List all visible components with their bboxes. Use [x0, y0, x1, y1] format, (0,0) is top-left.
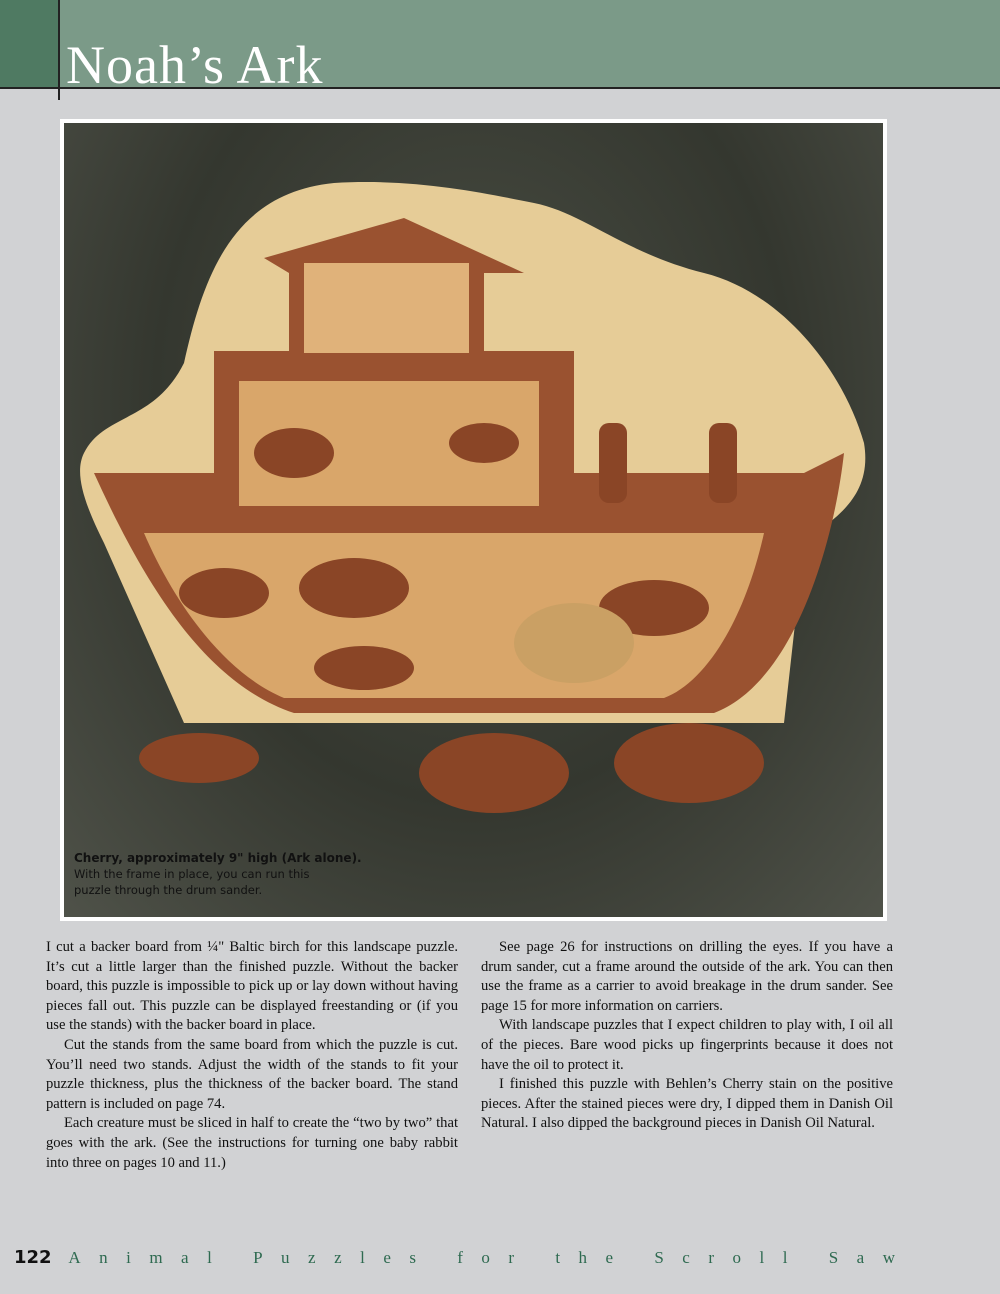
photo-caption — [74, 850, 362, 898]
page-footer — [14, 1247, 913, 1269]
animal-piece — [449, 423, 519, 463]
caption-line: puzzle through the drum sander. — [74, 883, 263, 897]
paragraph: I cut a backer board from ¼" Baltic birch for this landscape puzzle. It’s cut a little larger than the finished puzzle. Without the backer board, this puzzle is impossible to pick up or lay down without having pieces fall out. This puzzle can be displayed freestanding or (if you use the stands) with the backer board in place. — [46, 939, 458, 1034]
vertical-rule — [58, 0, 60, 100]
paragraph: I finished this puzzle with Behlen’s Cherry stain on the positive pieces. After the stained pieces were dry, I dipped them in Danish Oil Natural. I also dipped the background pieces in Danish Oil Natural. — [481, 1076, 893, 1132]
page-title: Noah’s Ark — [66, 35, 324, 95]
ark-roof-inner — [304, 263, 469, 353]
page-number: 122 — [14, 1247, 52, 1268]
paragraph: See page 26 for instructions on drilling the eyes. If you have a drum sander, cut a frame around the outside of the ark. You can then use the frame as a carrier to avoid breakage in the drum sander. See page 15 for more information on carriers. — [481, 939, 893, 1014]
animal-piece — [139, 733, 259, 783]
paragraph: Each creature must be sliced in half to create the “two by two” that goes with the ark. (See the instructions for turning one baby rabbit into three on pages 10 and 11.) — [46, 1115, 458, 1171]
body-column-right — [481, 938, 893, 1134]
body-column-left — [46, 938, 458, 1173]
caption-title: Cherry, approximately 9" high (Ark alone). — [74, 851, 362, 865]
animal-piece — [179, 568, 269, 618]
animal-piece — [314, 646, 414, 690]
figure-piece — [709, 423, 737, 503]
caption-line: With the frame in place, you can run this — [74, 867, 310, 881]
ark-illustration — [64, 123, 883, 917]
book-title: Animal Puzzles for the Scroll Saw — [68, 1248, 914, 1267]
elephant-piece — [419, 733, 569, 813]
header-accent-block — [0, 0, 59, 88]
paragraph: Cut the stands from the same board from which the puzzle is cut. You’ll need two stands. Adjust the width of the stands to fit your puzzle thickness, plus the thickness of the backer board. The stand pattern is included on page 74. — [46, 1036, 458, 1112]
animal-piece — [254, 428, 334, 478]
bear-cutout — [514, 603, 634, 683]
animal-piece — [299, 558, 409, 618]
elephant-piece — [614, 723, 764, 803]
figure-piece — [599, 423, 627, 503]
paragraph: With landscape puzzles that I expect children to play with, I oil all of the pieces. Bare wood picks up fingerprints because it does not have the oil to protect it. — [481, 1017, 893, 1073]
ark-photo — [60, 119, 887, 921]
